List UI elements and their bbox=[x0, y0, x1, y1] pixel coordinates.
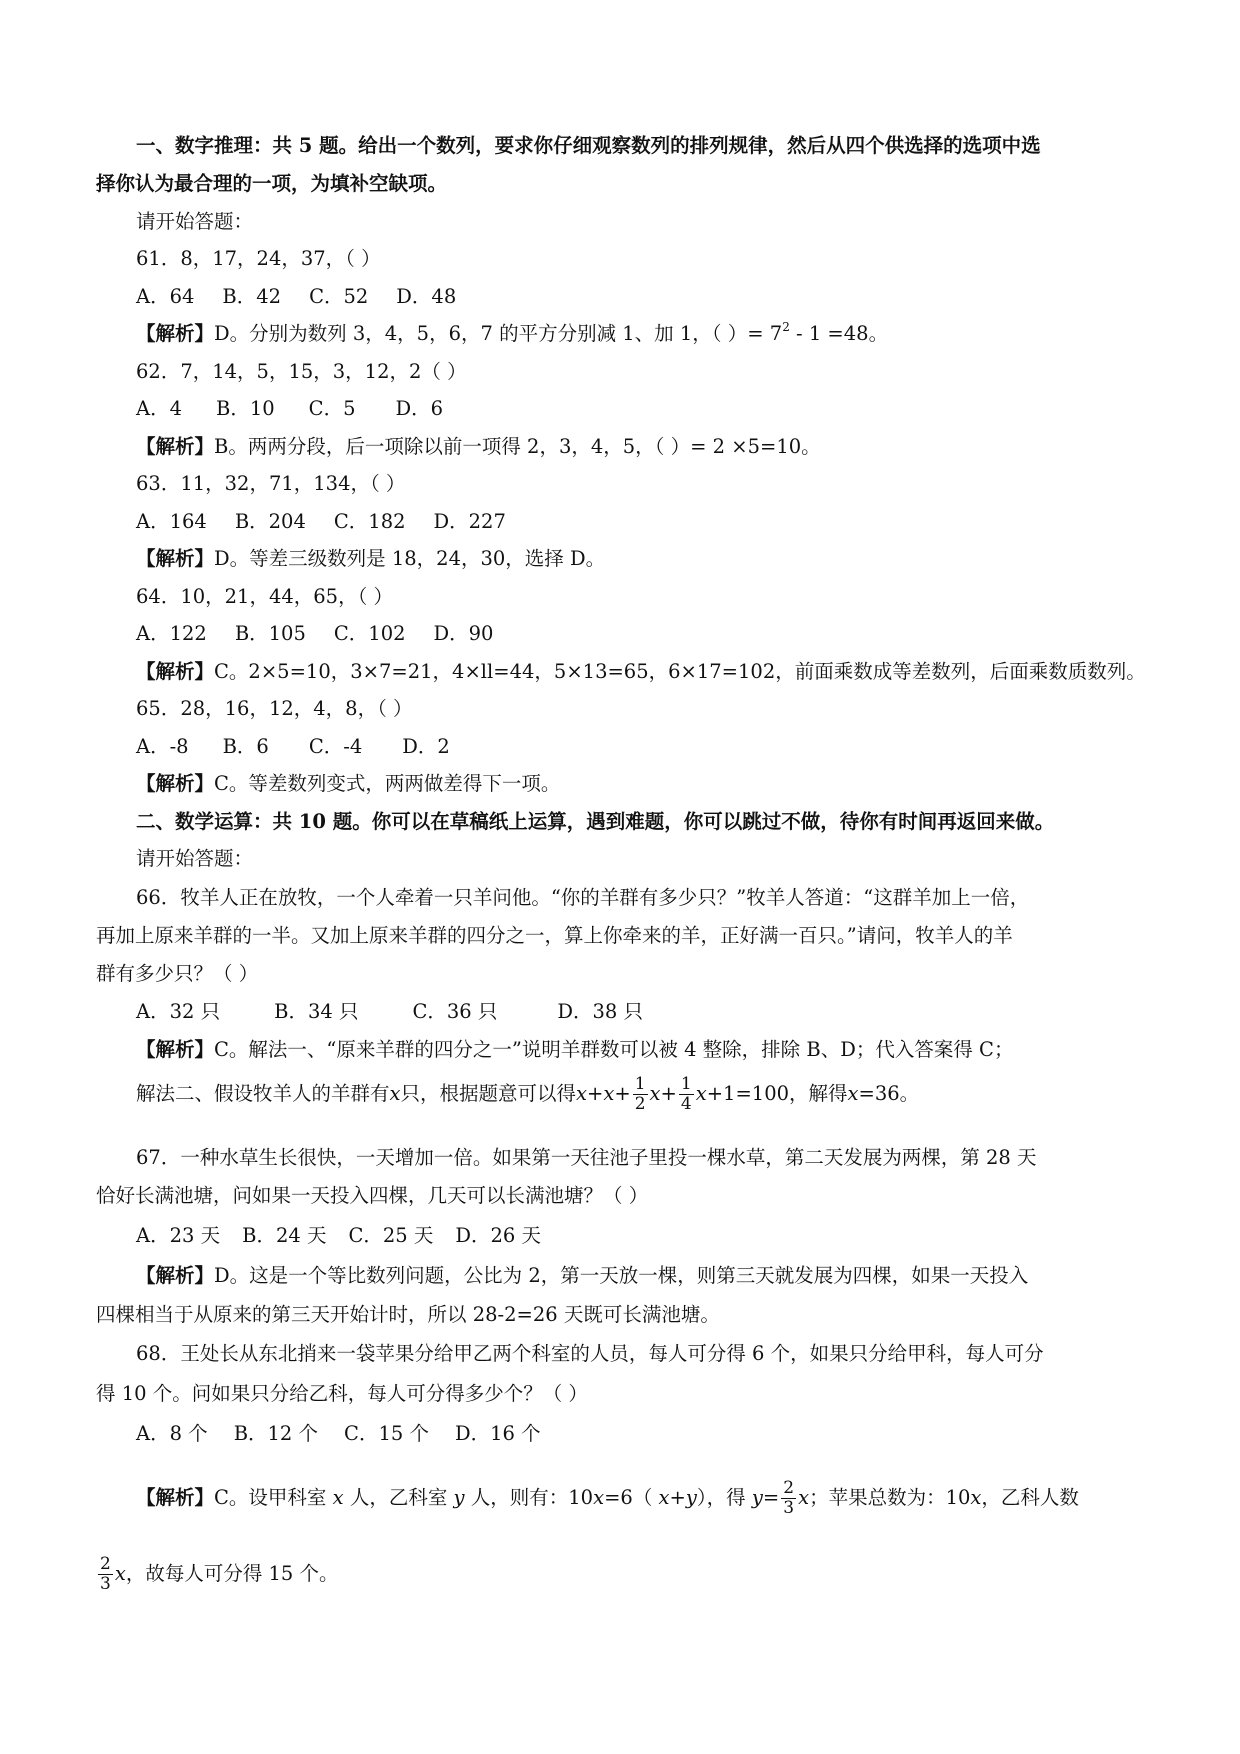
q64-stem: 64．10，21，44，65，（ ） bbox=[136, 585, 394, 608]
q68-frac1-den: 3 bbox=[783, 1498, 795, 1518]
q68-var-y-3: y bbox=[751, 1486, 763, 1509]
q65-option-d: D．2 bbox=[402, 735, 450, 758]
q62-option-d: D．6 bbox=[395, 397, 444, 420]
q68-t5: + bbox=[669, 1486, 686, 1509]
q67-option-b: B．24 天 bbox=[242, 1224, 327, 1247]
q66-fraction-half bbox=[633, 1075, 648, 1114]
q66-options bbox=[136, 998, 643, 1026]
q66-analysis-line1 bbox=[136, 1036, 1013, 1064]
q68-t9: ，乙科人数 bbox=[981, 1486, 1079, 1509]
q64-options bbox=[136, 620, 493, 648]
q64-option-b: B．105 bbox=[234, 622, 306, 645]
q66-fraction-quarter bbox=[679, 1075, 694, 1114]
q61-option-c: C．52 bbox=[309, 285, 369, 308]
q61-option-b: B．42 bbox=[222, 285, 282, 308]
q66-analysis-text2-c: +1=100，解得 bbox=[706, 1082, 848, 1105]
q68-fraction-two-thirds-1 bbox=[781, 1479, 796, 1518]
q68-var-x-5: x bbox=[970, 1486, 982, 1509]
q63-option-d: D．227 bbox=[433, 510, 506, 533]
q66-eq-plus-2: + bbox=[614, 1082, 631, 1105]
q68-option-c: C．15 个 bbox=[344, 1422, 429, 1445]
q63-option-c: C．182 bbox=[333, 510, 406, 533]
q67-analysis-line2: 四棵相当于从原来的第三天开始计时，所以 28-2=26 天既可长满池塘。 bbox=[96, 1303, 720, 1326]
q65-option-c: C．-4 bbox=[308, 735, 363, 758]
q68-t6: ），得 bbox=[696, 1486, 752, 1509]
q65-analysis-label: 【解析】 bbox=[136, 772, 215, 795]
q62-analysis-label: 【解析】 bbox=[136, 435, 215, 458]
q66-eq-plus-1: + bbox=[587, 1082, 604, 1105]
q62-option-a: A．4 bbox=[136, 397, 182, 420]
q66-option-d: D．38 只 bbox=[557, 1000, 644, 1023]
q66-analysis-text2-d: =36。 bbox=[858, 1082, 920, 1105]
q65-options bbox=[136, 733, 450, 761]
q66-eq-x-3: x bbox=[649, 1082, 661, 1105]
q62-analysis bbox=[136, 433, 821, 461]
q68-options bbox=[136, 1420, 541, 1448]
q65-stem: 65．28，16，12，4，8，（ ） bbox=[136, 697, 413, 720]
q65-analysis-text: C。等差数列变式，两两做差得下一项。 bbox=[214, 772, 561, 795]
q61-analysis-text-b: - 1 =48。 bbox=[789, 322, 889, 345]
q61-option-d: D．48 bbox=[396, 285, 457, 308]
q68-option-b: B．12 个 bbox=[233, 1422, 319, 1445]
q68-var-x-3: x bbox=[658, 1486, 670, 1509]
section1-title-line1: 一、数字推理：共 5 题。给出一个数列，要求你仔细观察数列的排列规律，然后从四个供选择的选项中选 bbox=[136, 134, 1041, 157]
q64-analysis-text: C。2×5=10，3×7=21，4×ll=44，5×13=65，6×17=102，前面乘数成等差数列，后面乘数质数列。 bbox=[214, 660, 1146, 683]
q68-fraction-two-thirds-2 bbox=[98, 1555, 113, 1594]
q62-analysis-text: B。两两分段，后一项除以前一项得 2，3，4，5，（ ）= 2 ×5=10。 bbox=[214, 435, 821, 458]
q66-option-c: C．36 只 bbox=[412, 1000, 498, 1023]
q63-options bbox=[136, 508, 506, 536]
q64-option-a: A．122 bbox=[136, 622, 207, 645]
q66-analysis-text2-a: 解法二、假设牧羊人的羊群有 bbox=[136, 1082, 390, 1105]
q68-analysis-label: 【解析】 bbox=[136, 1486, 215, 1509]
q62-option-c: C．5 bbox=[308, 397, 356, 420]
q68-t7: = bbox=[762, 1486, 780, 1509]
q62-options bbox=[136, 395, 443, 423]
q66-frac-half-den: 2 bbox=[634, 1094, 646, 1114]
q68-var-x-4: x bbox=[798, 1486, 810, 1509]
q68-var-x-1: x bbox=[332, 1486, 344, 1509]
q61-stem: 61．8，17，24，37，（ ） bbox=[136, 247, 381, 270]
q68-frac1-num: 2 bbox=[783, 1478, 795, 1498]
q66-frac-quarter-num: 1 bbox=[680, 1074, 692, 1094]
q68-t3: 人，则有：10 bbox=[464, 1486, 594, 1509]
q66-var-x-1: x bbox=[389, 1082, 401, 1105]
q68-analysis-line2 bbox=[96, 1548, 339, 1600]
q66-eq-x-2: x bbox=[603, 1082, 615, 1105]
q68-stem-line1: 68．王处长从东北捎来一袋苹果分给甲乙两个科室的人员，每人可分得 6 个，如果只分给甲科，每人可分 bbox=[136, 1342, 1044, 1365]
q67-analysis-line1 bbox=[136, 1262, 1028, 1290]
q62-stem: 62．7，14，5，15，3，12，2（ ） bbox=[136, 360, 467, 383]
q61-analysis-label: 【解析】 bbox=[136, 322, 215, 345]
q68-frac2-den: 3 bbox=[100, 1574, 111, 1594]
q66-var-x-2: x bbox=[847, 1082, 859, 1105]
q68-t1: C。设甲科室 bbox=[214, 1486, 333, 1509]
q66-frac-half-num: 1 bbox=[634, 1074, 646, 1094]
q61-analysis bbox=[136, 320, 888, 348]
q68-var-x-6: x bbox=[114, 1562, 126, 1585]
q66-analysis-label: 【解析】 bbox=[136, 1038, 215, 1061]
q61-analysis-sup: 2 bbox=[782, 320, 790, 334]
q67-stem-line2: 恰好长满池塘，问如果一天投入四棵，几天可以长满池塘？（ ） bbox=[96, 1184, 649, 1207]
q68-var-x-2: x bbox=[593, 1486, 605, 1509]
q63-option-b: B．204 bbox=[234, 510, 306, 533]
q63-analysis bbox=[136, 545, 605, 573]
q66-stem-line1: 66．牧羊人正在放牧，一个人牵着一只羊问他。“你的羊群有多少只？”牧羊人答道：“这群羊加上一倍， bbox=[136, 886, 1030, 909]
q68-t10: ，故每人可分得 15 个。 bbox=[125, 1562, 339, 1585]
q66-option-a: A．32 只 bbox=[136, 1000, 221, 1023]
q68-option-a: A．8 个 bbox=[136, 1422, 208, 1445]
q61-option-a: A．64 bbox=[136, 285, 195, 308]
q67-option-d: D．26 天 bbox=[455, 1224, 542, 1247]
q68-var-y-2: y bbox=[685, 1486, 697, 1509]
q67-option-a: A．23 天 bbox=[136, 1224, 221, 1247]
q67-analysis-text1: D。这是一个等比数列问题，公比为 2，第一天放一棵，则第三天就发展为四棵，如果一天投入 bbox=[214, 1264, 1029, 1287]
q61-analysis-text-a: D。分别为数列 3，4，5，6，7 的平方分别减 1、加 1，（ ）= 7 bbox=[214, 322, 783, 345]
q61-options bbox=[136, 283, 456, 311]
section2-title: 二、数学运算：共 10 题。你可以在草稿纸上运算，遇到难题，你可以跳过不做，待你有时间再返回来做。 bbox=[136, 810, 1055, 833]
q68-analysis-line1 bbox=[136, 1472, 1079, 1524]
q63-option-a: A．164 bbox=[136, 510, 207, 533]
q63-stem: 63．11，32，71，134，（ ） bbox=[136, 472, 406, 495]
q64-analysis-label: 【解析】 bbox=[136, 660, 215, 683]
q66-eq-x-4: x bbox=[695, 1082, 707, 1105]
q68-t8: ；苹果总数为：10 bbox=[809, 1486, 971, 1509]
section1-start: 请开始答题： bbox=[136, 210, 254, 233]
q64-option-c: C．102 bbox=[333, 622, 406, 645]
q64-option-d: D．90 bbox=[433, 622, 494, 645]
q68-t4: =6（ bbox=[604, 1486, 659, 1509]
q67-option-c: C．25 天 bbox=[348, 1224, 434, 1247]
q66-eq-x-1: x bbox=[576, 1082, 588, 1105]
q67-options bbox=[136, 1222, 541, 1250]
q68-stem-line2: 得 10 个。问如果只分给乙科，每人可分得多少个？（ ） bbox=[96, 1382, 588, 1405]
q63-analysis-label: 【解析】 bbox=[136, 547, 215, 570]
q68-option-d: D．16 个 bbox=[454, 1422, 541, 1445]
q65-analysis bbox=[136, 770, 560, 798]
q66-eq-plus-3: + bbox=[660, 1082, 677, 1105]
section2-start: 请开始答题： bbox=[136, 847, 254, 870]
q63-analysis-text: D。等差三级数列是 18，24，30，选择 D。 bbox=[214, 547, 606, 570]
q66-frac-quarter-den: 4 bbox=[680, 1094, 692, 1114]
q68-var-y-1: y bbox=[453, 1486, 465, 1509]
q65-option-a: A．-8 bbox=[136, 735, 189, 758]
q65-option-b: B．6 bbox=[222, 735, 269, 758]
q66-stem-line3: 群有多少只？（ ） bbox=[96, 962, 259, 985]
q66-stem-line2: 再加上原来羊群的一半。又加上原来羊群的四分之一，算上你牵来的羊，正好满一百只。”请问，牧羊人的羊 bbox=[96, 924, 1013, 947]
q66-option-b: B．34 只 bbox=[274, 1000, 359, 1023]
q67-analysis-label: 【解析】 bbox=[136, 1264, 215, 1287]
q66-analysis-line2 bbox=[136, 1070, 919, 1118]
q62-option-b: B．10 bbox=[216, 397, 275, 420]
q66-analysis-text2-b: 只，根据题意可以得 bbox=[400, 1082, 577, 1105]
q68-frac2-num: 2 bbox=[100, 1554, 111, 1574]
q68-t2: 人，乙科室 bbox=[343, 1486, 454, 1509]
q67-stem-line1: 67．一种水草生长很快，一天增加一倍。如果第一天往池子里投一棵水草，第二天发展为两棵，第 28 天 bbox=[136, 1146, 1037, 1169]
q66-analysis-text1: C。解法一、“原来羊群的四分之一”说明羊群数可以被 4 整除，排除 B、D；代入答案得 C； bbox=[214, 1038, 1014, 1061]
q64-analysis bbox=[136, 658, 1146, 686]
section1-title-line2: 择你认为最合理的一项，为填补空缺项。 bbox=[96, 172, 448, 195]
